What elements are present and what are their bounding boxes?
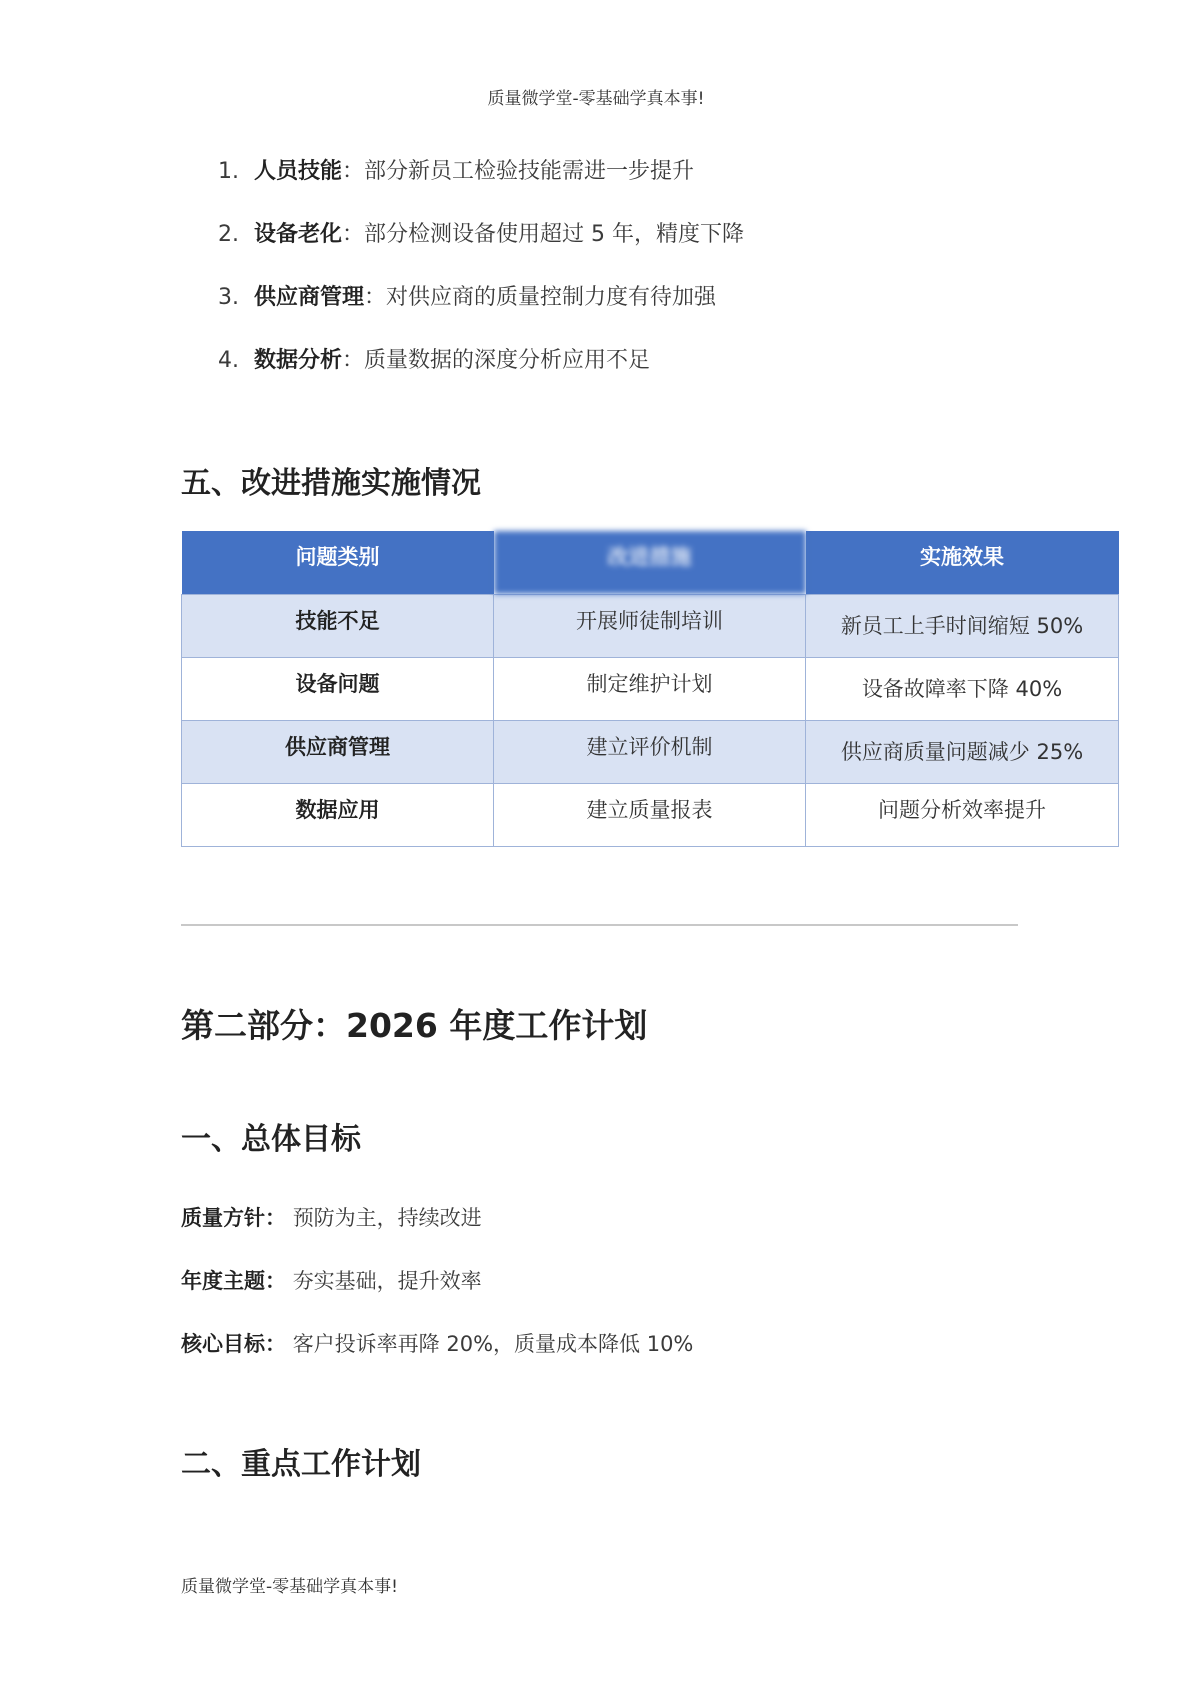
goal-annual-theme: 年度主题： 夯实基础，提升效率 xyxy=(181,1269,482,1293)
issues-list xyxy=(218,158,744,410)
cell-effect: 设备故障率下降 40% xyxy=(806,657,1119,720)
table-header-row xyxy=(182,531,1119,594)
cell-effect: 新员工上手时间缩短 50% xyxy=(806,594,1119,657)
issue-item: 1. 人员技能：部分新员工检验技能需进一步提升 xyxy=(218,159,695,184)
goal-quality-policy: 质量方针： 预防为主，持续改进 xyxy=(181,1206,482,1230)
cell-effect: 问题分析效率提升 xyxy=(806,783,1119,846)
cell-category: 数据应用 xyxy=(182,783,494,846)
section-divider xyxy=(181,924,1018,926)
issue-item: 4. 数据分析：质量数据的深度分析应用不足 xyxy=(218,348,651,373)
cell-measure: 制定维护计划 xyxy=(494,657,806,720)
cell-measure: 建立质量报表 xyxy=(494,783,806,846)
issue-item: 3. 供应商管理：对供应商的质量控制力度有待加强 xyxy=(218,285,717,310)
part-2-heading: 第二部分：2026 年度工作计划 xyxy=(181,1006,648,1045)
table-row xyxy=(182,783,1119,846)
issue-item: 2. 设备老化：部分检测设备使用超过 5 年，精度下降 xyxy=(218,222,745,247)
cell-effect: 供应商质量问题减少 25% xyxy=(806,720,1119,783)
page-header: 质量微学堂-零基础学真本事! xyxy=(487,89,705,109)
cell-category: 设备问题 xyxy=(182,657,494,720)
cell-measure: 开展师徒制培训 xyxy=(494,594,806,657)
header-measure: 改进措施 xyxy=(494,531,806,594)
table-row xyxy=(182,657,1119,720)
section-1-heading: 一、总体目标 xyxy=(181,1122,361,1157)
cell-category: 技能不足 xyxy=(182,594,494,657)
section-5-heading: 五、改进措施实施情况 xyxy=(181,466,481,501)
improvement-table xyxy=(181,531,1119,847)
header-effect: 实施效果 xyxy=(806,531,1119,594)
table-row xyxy=(182,594,1119,657)
section-2-heading: 二、重点工作计划 xyxy=(181,1447,421,1482)
cell-category: 供应商管理 xyxy=(182,720,494,783)
goal-core-target: 核心目标： 客户投诉率再降 20%，质量成本降低 10% xyxy=(181,1332,694,1356)
table-row xyxy=(182,720,1119,783)
cell-measure: 建立评价机制 xyxy=(494,720,806,783)
page-footer: 质量微学堂-零基础学真本事! xyxy=(181,1577,398,1597)
header-category: 问题类别 xyxy=(182,531,494,594)
